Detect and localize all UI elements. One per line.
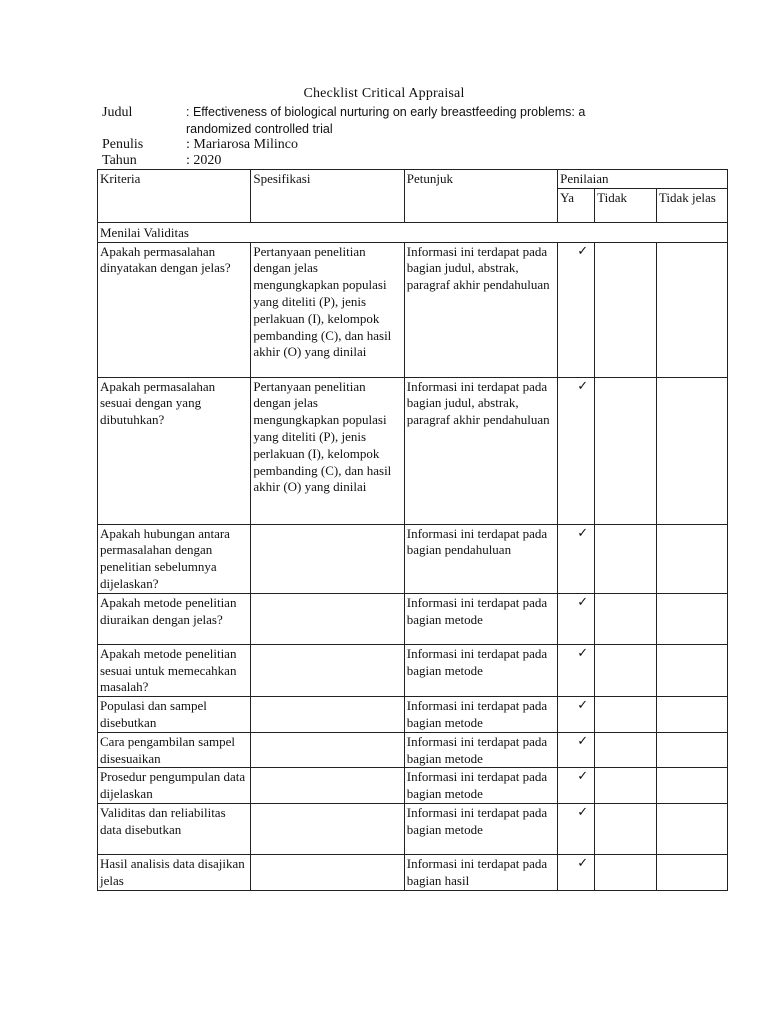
- cell-tidak: [595, 732, 657, 768]
- cell-tidak: [595, 593, 657, 644]
- table-row: [98, 377, 728, 524]
- document-title: Checklist Critical Appraisal: [303, 86, 465, 101]
- cell-kriteria: Cara pengambilan sampel disesuaikan: [98, 732, 251, 768]
- cell-ya: [558, 854, 595, 890]
- cell-spesifikasi: [251, 854, 404, 890]
- checkmark-icon: ✓: [577, 645, 589, 661]
- cell-ya: [558, 803, 595, 854]
- cell-spesifikasi: [251, 524, 404, 593]
- header-ya: Ya: [558, 188, 595, 222]
- header-spesifikasi: Spesifikasi: [251, 170, 404, 223]
- cell-petunjuk: Informasi ini terdapat pada bagian hasil: [404, 854, 557, 890]
- cell-petunjuk: Informasi ini terdapat pada bagian metode: [404, 732, 557, 768]
- checkmark-icon: ✓: [577, 733, 589, 749]
- table-row: [98, 854, 728, 890]
- cell-ya: [558, 593, 595, 644]
- cell-spesifikasi: [251, 803, 404, 854]
- cell-tidak-jelas: [656, 768, 727, 804]
- cell-kriteria: Prosedur pengumpulan data dijelaskan: [98, 768, 251, 804]
- judul-value-line2: randomized controlled trial: [186, 122, 333, 136]
- cell-ya: [558, 644, 595, 696]
- table-row: [98, 524, 728, 593]
- checkmark-icon: ✓: [577, 855, 589, 871]
- cell-tidak: [595, 768, 657, 804]
- header-petunjuk: Petunjuk: [404, 170, 557, 223]
- header-tidak-jelas: Tidak jelas: [656, 188, 727, 222]
- cell-spesifikasi: Pertanyaan penelitian dengan jelas mengungkapkan populasi yang diteliti (P), jenis perlakuan (I), kelompok pembanding (C), dan hasil akhir (O) yang dinilai: [251, 377, 404, 524]
- table-row: [98, 697, 728, 733]
- cell-kriteria: Populasi dan sampel disebutkan: [98, 697, 251, 733]
- cell-petunjuk: Informasi ini terdapat pada bagian metode: [404, 644, 557, 696]
- cell-tidak-jelas: [656, 854, 727, 890]
- cell-kriteria: Apakah metode penelitian diuraikan dengan jelas?: [98, 593, 251, 644]
- table-row: [98, 803, 728, 854]
- cell-petunjuk: Informasi ini terdapat pada bagian metode: [404, 593, 557, 644]
- judul-value: [186, 104, 626, 138]
- cell-tidak: [595, 644, 657, 696]
- cell-spesifikasi: [251, 732, 404, 768]
- cell-tidak: [595, 377, 657, 524]
- cell-spesifikasi: [251, 697, 404, 733]
- section-row: [98, 222, 728, 242]
- cell-petunjuk: Informasi ini terdapat pada bagian metode: [404, 697, 557, 733]
- cell-kriteria: Apakah permasalahan sesuai dengan yang dibutuhkan?: [98, 377, 251, 524]
- checkmark-icon: ✓: [577, 378, 589, 394]
- cell-tidak-jelas: [656, 732, 727, 768]
- cell-tidak-jelas: [656, 644, 727, 696]
- cell-tidak-jelas: [656, 697, 727, 733]
- section-title: Menilai Validitas: [98, 222, 728, 242]
- checkmark-icon: ✓: [577, 804, 589, 820]
- cell-petunjuk: Informasi ini terdapat pada bagian metode: [404, 768, 557, 804]
- judul-label: Judul: [102, 105, 133, 120]
- cell-tidak-jelas: [656, 593, 727, 644]
- checkmark-icon: ✓: [577, 594, 589, 610]
- cell-spesifikasi: [251, 644, 404, 696]
- tahun-label: Tahun: [102, 153, 137, 168]
- checkmark-icon: ✓: [577, 525, 589, 541]
- table-row: [98, 593, 728, 644]
- cell-tidak: [595, 697, 657, 733]
- cell-tidak-jelas: [656, 803, 727, 854]
- penulis-label: Penulis: [102, 137, 144, 152]
- appraisal-table: [97, 169, 728, 891]
- cell-kriteria: Apakah hubungan antara permasalahan dengan penelitian sebelumnya dijelaskan?: [98, 524, 251, 593]
- cell-kriteria: Validitas dan reliabilitas data disebutkan: [98, 803, 251, 854]
- tahun-value: : 2020: [186, 153, 222, 168]
- table-row: [98, 242, 728, 377]
- cell-petunjuk: Informasi ini terdapat pada bagian metode: [404, 803, 557, 854]
- cell-ya: [558, 768, 595, 804]
- cell-petunjuk: Informasi ini terdapat pada bagian judul, abstrak, paragraf akhir pendahuluan: [404, 242, 557, 377]
- cell-spesifikasi: Pertanyaan penelitian dengan jelas mengungkapkan populasi yang diteliti (P), jenis perlakuan (I), kelompok pembanding (C), dan hasil akhir (O) yang dinilai: [251, 242, 404, 377]
- cell-kriteria: Apakah metode penelitian sesuai untuk memecahkan masalah?: [98, 644, 251, 696]
- cell-tidak: [595, 524, 657, 593]
- table-row: [98, 644, 728, 696]
- cell-kriteria: Hasil analisis data disajikan jelas: [98, 854, 251, 890]
- cell-ya: [558, 377, 595, 524]
- penulis-value: : Mariarosa Milinco: [186, 137, 298, 152]
- cell-tidak-jelas: [656, 377, 727, 524]
- table-row: [98, 732, 728, 768]
- header-kriteria: Kriteria: [98, 170, 251, 223]
- checkmark-icon: ✓: [577, 698, 589, 714]
- header-penilaian: Penilaian: [558, 170, 728, 189]
- cell-spesifikasi: [251, 768, 404, 804]
- cell-ya: [558, 242, 595, 377]
- header-row: [98, 170, 728, 189]
- cell-kriteria: Apakah permasalahan dinyatakan dengan jelas?: [98, 242, 251, 377]
- cell-ya: [558, 697, 595, 733]
- header-tidak: Tidak: [595, 188, 657, 222]
- checkmark-icon: ✓: [577, 769, 589, 785]
- checkmark-icon: ✓: [577, 243, 589, 259]
- cell-petunjuk: Informasi ini terdapat pada bagian pendahuluan: [404, 524, 557, 593]
- cell-spesifikasi: [251, 593, 404, 644]
- judul-value-line1: : Effectiveness of biological nurturing on early breastfeeding problems: a: [186, 105, 586, 119]
- cell-petunjuk: Informasi ini terdapat pada bagian judul, abstrak, paragraf akhir pendahuluan: [404, 377, 557, 524]
- cell-tidak: [595, 803, 657, 854]
- cell-ya: [558, 524, 595, 593]
- cell-tidak-jelas: [656, 242, 727, 377]
- cell-tidak-jelas: [656, 524, 727, 593]
- table-row: [98, 768, 728, 804]
- cell-ya: [558, 732, 595, 768]
- cell-tidak: [595, 242, 657, 377]
- cell-tidak: [595, 854, 657, 890]
